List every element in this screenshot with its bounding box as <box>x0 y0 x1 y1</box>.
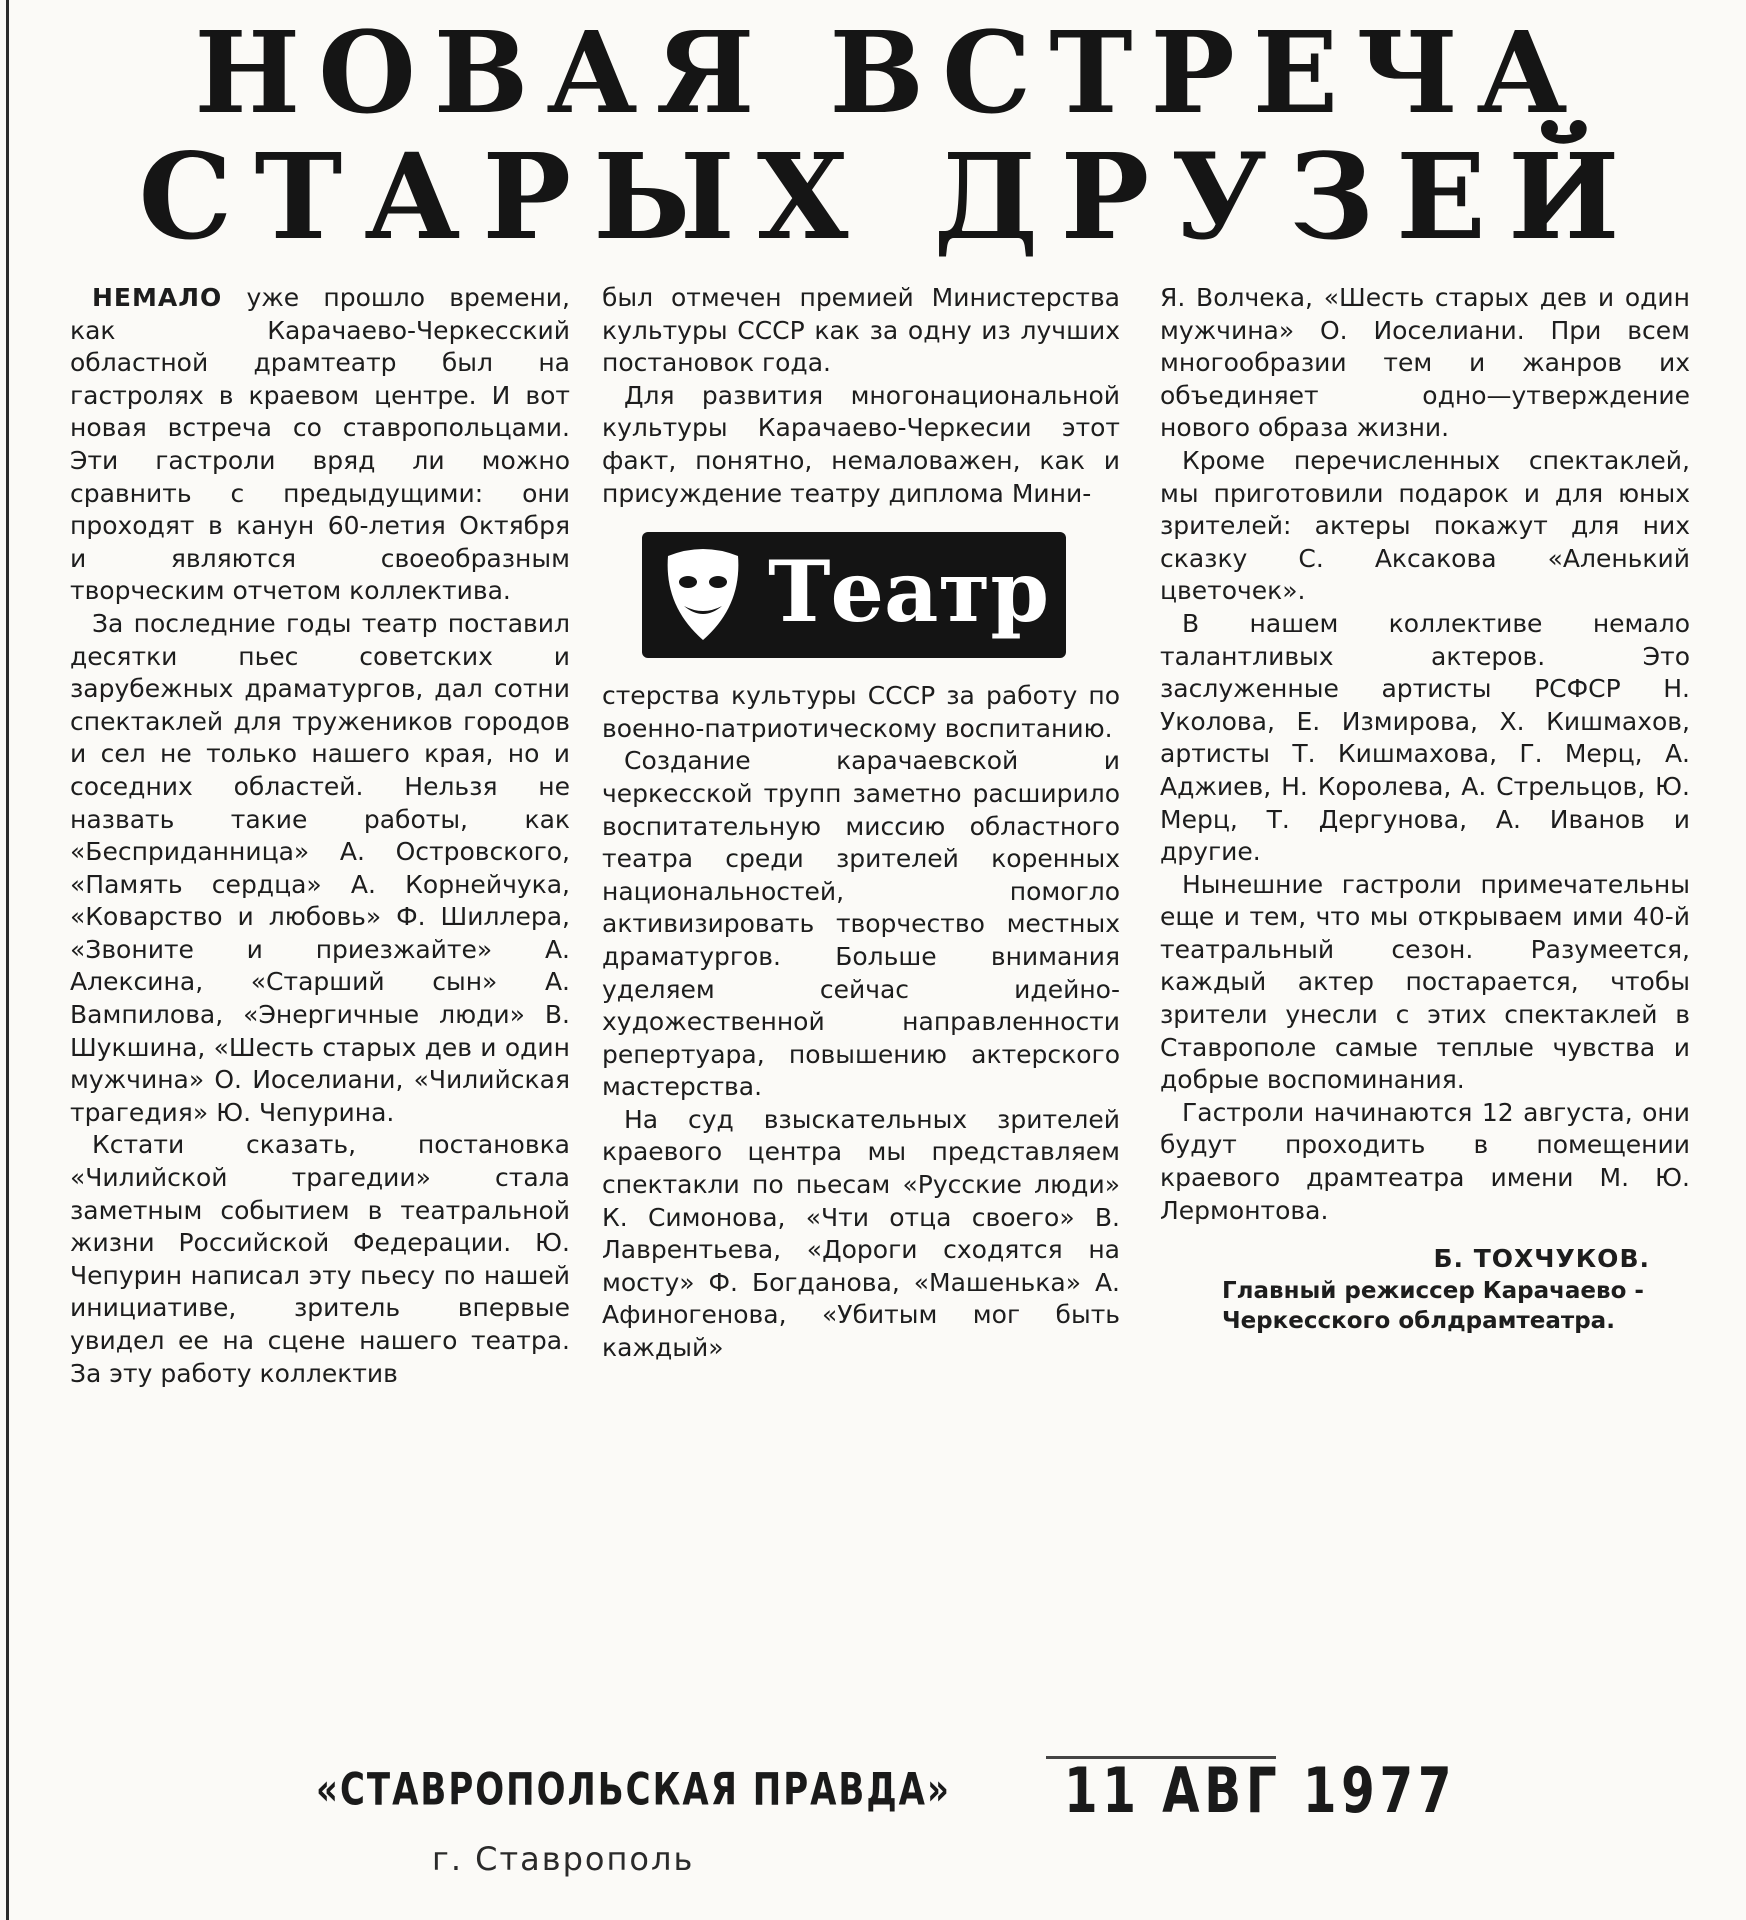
article-body <box>70 282 1690 1662</box>
newspaper-name: «СТАВРОПОЛЬСКАЯ ПРАВДА» <box>316 1764 951 1816</box>
article-column-2 <box>602 282 1120 1650</box>
paragraph: Гастроли начинаются 12 августа, они будут проходить в помещении краевого драмтеатра имени М. Ю. Лермонтова. <box>1160 1097 1690 1225</box>
author-role: Главный режиссер Карачаево - Черкесского облдрамтеатра. <box>1222 1277 1644 1334</box>
paragraph: Для развития многонациональной культуры Карачаево-Черкесии этот факт, понятно, немаловажен, как и присуждение театру диплома Мини- <box>602 380 1120 508</box>
paragraph: В нашем коллективе немало талантливых актеров. Это заслуженные артисты РСФСР Н. Уколова, Е. Измирова, Х. Кишмахов, артисты Т. Кишмахова, Г. Мерц, А. Аджиев, Н. Королева, А. Стрельцов, Ю. Мерц, Т. Дергунова, А. Иванов и другие. <box>1160 608 1690 867</box>
publication-date-stamp: 11 АВГ 1977 <box>1064 1754 1457 1827</box>
paragraph-text: уже прошло времени, как Карачаево-Черкесский областной драмтеатр был на гастролях в краевом центре. И вот новая встреча со ставропольцами. Эти гастроли вряд ли можно сравнить с предыдущими: они проходят в канун 60-летия Октября и являются своеобразным творческим отчетом коллектива. <box>70 283 570 606</box>
author-name: Б. ТОХЧУКОВ. <box>1433 1244 1650 1274</box>
article-column-3 <box>1160 282 1690 1650</box>
paragraph: стерства культуры СССР за работу по военно-патриотическому воспитанию. <box>602 681 1120 743</box>
paragraph: Создание карачаевской и черкесской трупп заметно расширило воспитательную миссию областного театра среди зрителей коренных национальностей, помогло активизировать творчество местных драматургов. Больше внимания уделяем сейчас идейно-художественной направленности репертуара, повышению актерского мастерства. <box>602 746 1120 1102</box>
headline-line-2: СТАРЫХ ДРУЗЕЙ <box>138 127 1642 266</box>
author-signature <box>1160 1243 1690 1336</box>
paragraph: На суд взыскательных зрителей краевого центра мы представляем спектакли по пьесам «Русские люди» К. Симонова, «Чти отца своего» В. Лаврентьева, «Дороги сходятся на мосту» Ф. Богданова, «Машенька» А. Афиногенова, «Убитым мог быть каждый» <box>602 1104 1120 1363</box>
article-column-1 <box>70 282 570 1650</box>
paragraph <box>70 282 570 608</box>
clipping-edge <box>6 0 9 1920</box>
rubric-label: Театр <box>768 542 1050 642</box>
headline <box>120 8 1660 266</box>
theatre-mask-icon <box>662 546 744 644</box>
paragraph: Кроме перечисленных спектаклей, мы приготовили подарок и для юных зрителей: актеры покажут для них сказку С. Аксакова «Аленький цветочек». <box>1160 445 1690 606</box>
paragraph: Нынешние гастроли примечательны еще и тем, что мы открываем ими 40-й театральный сезон. Разумеется, каждый актер постарается, чтобы зрители унесли с этих спектаклей в Ставрополе самые теплые чувства и добрые воспоминания. <box>1160 869 1690 1095</box>
newspaper-city: г. Ставрополь <box>432 1840 695 1878</box>
paragraph: За последние годы театр поставил десятки пьес советских и зарубежных драматургов, дал сотни спектаклей для тружеников городов и сел не только нашего края, но и соседних областей. Нельзя не назвать такие работы, как «Бесприданница» А. Островского, «Память сердца» А. Корнейчука, «Коварство и любовь» Ф. Шиллера, «Звоните и приезжайте» А. Алексина, «Старший сын» А. Вампилова, «Энергичные люди» В. Шукшина, «Шесть старых дев и один мужчина» О. Иоселиани, «Чилийская трагедия» Ю. Чепурина. <box>70 608 570 1127</box>
paragraph: Кстати сказать, постановка «Чилийской трагедии» стала заметным событием в театральной жизни Российской Федерации. Ю. Чепурин написал эту пьесу по нашей инициативе, зритель впервые увидел ее на сцене нашего театра. За эту работу коллектив <box>70 1130 570 1388</box>
paragraph: Я. Волчека, «Шесть старых дев и один мужчина» О. Иоселиани. При всем многообразии тем и жанров их объединяет одно—утверждение нового образа жизни. <box>1160 283 1690 443</box>
lead-word: НЕМАЛО <box>92 283 223 312</box>
headline-line-1: НОВАЯ ВСТРЕЧА <box>194 8 1586 139</box>
rubric-theatre <box>642 532 1066 658</box>
paragraph: был отмечен премией Министерства культуры СССР как за одну из лучших постановок года. <box>602 283 1120 378</box>
